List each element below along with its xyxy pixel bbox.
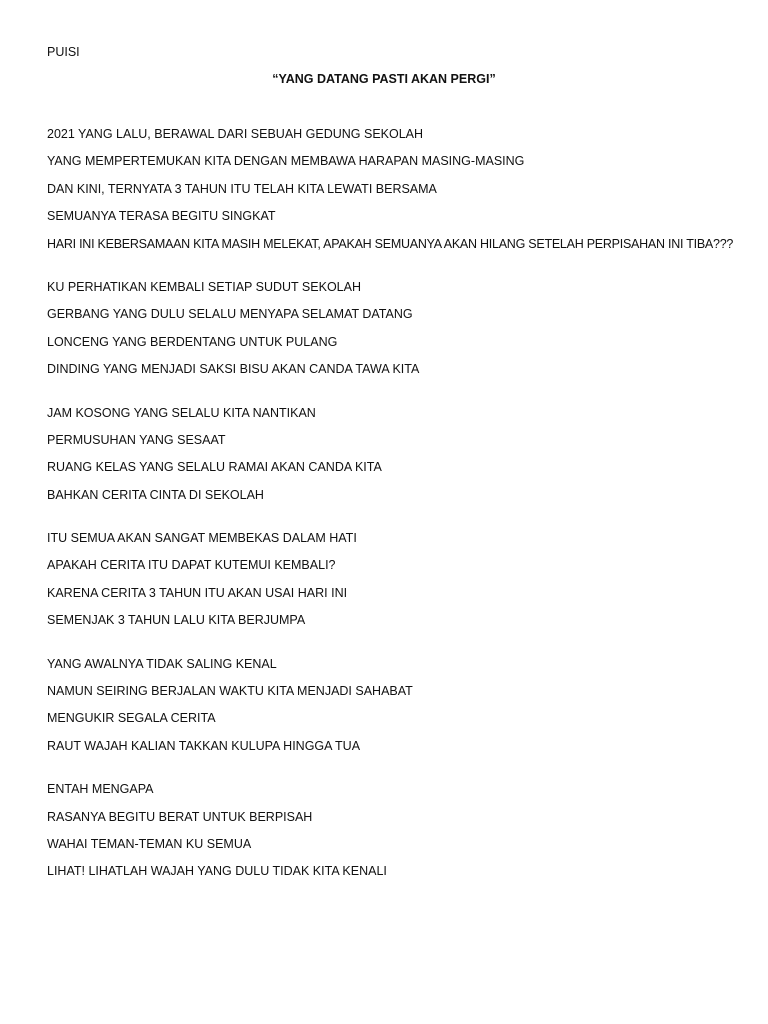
poem-stanza xyxy=(47,530,747,628)
poem-line: SEMUANYA TERASA BEGITU SINGKAT xyxy=(47,209,276,224)
poem-line: RUANG KELAS YANG SELALU RAMAI AKAN CANDA KITA xyxy=(47,460,382,475)
poem-line: LIHAT! LIHATLAH WAJAH YANG DULU TIDAK KITA KENALI xyxy=(47,864,387,879)
poem-line: KARENA CERITA 3 TAHUN ITU AKAN USAI HARI INI xyxy=(47,585,348,600)
poem-line: RASANYA BEGITU BERAT UNTUK BERPISAH xyxy=(47,809,313,824)
poem-line: YANG MEMPERTEMUKAN KITA DENGAN MEMBAWA HARAPAN MASING-MASING xyxy=(47,154,525,169)
poem-line: SEMENJAK 3 TAHUN LALU KITA BERJUMPA xyxy=(47,613,306,628)
poem-stanza xyxy=(47,279,747,377)
poem-line: NAMUN SEIRING BERJALAN WAKTU KITA MENJADI SAHABAT xyxy=(47,684,413,699)
poem-line: MENGUKIR SEGALA CERITA xyxy=(47,711,216,726)
poem-line: WAHAI TEMAN-TEMAN KU SEMUA xyxy=(47,836,252,851)
poem-stanza xyxy=(47,781,747,879)
poem-line: DINDING YANG MENJADI SAKSI BISU AKAN CANDA TAWA KITA xyxy=(47,362,420,377)
poem-stanza xyxy=(47,656,747,754)
poem-line: HARI INI KEBERSAMAAN KITA MASIH MELEKAT, APAKAH SEMUANYA AKAN HILANG SETELAH PERPISAHAN INI TIBA??? xyxy=(47,236,734,251)
poem-stanza xyxy=(47,405,747,503)
poem-line: DAN KINI, TERNYATA 3 TAHUN ITU TELAH KITA LEWATI BERSAMA xyxy=(47,181,437,196)
poem-stanza xyxy=(47,126,747,252)
poem-line: 2021 YANG LALU, BERAWAL DARI SEBUAH GEDUNG SEKOLAH xyxy=(47,127,424,141)
poem-line: RAUT WAJAH KALIAN TAKKAN KULUPA HINGGA TUA xyxy=(47,738,361,753)
poem-line: APAKAH CERITA ITU DAPAT KUTEMUI KEMBALI? xyxy=(47,558,336,573)
poem-line: PERMUSUHAN YANG SESAAT xyxy=(47,432,226,447)
poem-line: YANG AWALNYA TIDAK SALING KENAL xyxy=(47,656,277,671)
poem-line: ITU SEMUA AKAN SANGAT MEMBEKAS DALAM HATI xyxy=(47,531,357,546)
poem-line: BAHKAN CERITA CINTA DI SEKOLAH xyxy=(47,487,264,502)
document-label: PUISI xyxy=(47,45,80,59)
poem-title: “YANG DATANG PASTI AKAN PERGI” xyxy=(272,72,496,86)
poem-line: ENTAH MENGAPA xyxy=(47,782,154,797)
poem-line: GERBANG YANG DULU SELALU MENYAPA SELAMAT DATANG xyxy=(47,307,413,322)
poem-body xyxy=(47,126,747,907)
poem-line: LONCENG YANG BERDENTANG UNTUK PULANG xyxy=(47,334,338,349)
poem-line: JAM KOSONG YANG SELALU KITA NANTIKAN xyxy=(47,405,316,420)
poem-line: KU PERHATIKAN KEMBALI SETIAP SUDUT SEKOLAH xyxy=(47,279,361,294)
